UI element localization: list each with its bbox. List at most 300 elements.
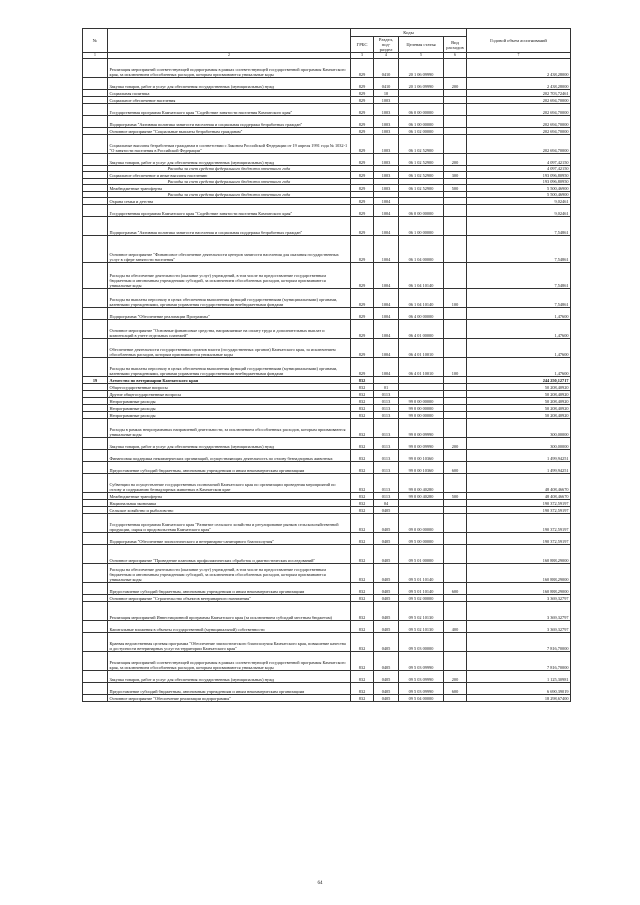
section-code: 0113 — [374, 474, 399, 493]
section-code: 0410 — [374, 78, 399, 90]
section-code: 1003 — [374, 154, 399, 166]
grbs-code: 832 — [351, 595, 374, 602]
grbs-code: 832 — [351, 652, 374, 671]
section-code — [374, 377, 399, 384]
expense-name: Сельское хозяйство и рыболовство — [108, 507, 351, 514]
expense-type: 600 — [444, 583, 467, 595]
table-row — [83, 308, 571, 320]
annual-amount: 1,47600 — [467, 358, 571, 377]
expense-name: Подпрограмма "Обеспечение реализации Программы" — [108, 308, 351, 320]
target-article: 06 4 01 00000 — [399, 320, 444, 339]
table-row — [83, 474, 571, 493]
annual-amount: 7 816,70000 — [467, 652, 571, 671]
expense-name: Предоставление субсидий бюджетным, автономным учреждениям и иным некоммерческим организациям — [108, 683, 351, 695]
annual-amount: 190 372,59197 — [467, 533, 571, 545]
grbs-code: 832 — [351, 507, 374, 514]
expense-name: Охрана семьи и детства — [108, 198, 351, 205]
expense-type — [444, 391, 467, 398]
target-article: 06 1 02 52900 — [399, 172, 444, 179]
expense-name: Финансовая поддержка некоммерческих организаций, осуществляющих деятельность по отлову безнадзорных животных — [108, 450, 351, 462]
target-article: 09 5 01 10140 — [399, 564, 444, 583]
header-no: № — [83, 29, 108, 53]
section-code: 0405 — [374, 652, 399, 671]
expense-name: Национальная экономика — [108, 500, 351, 507]
expense-name: Общегосударственные вопросы — [108, 384, 351, 391]
target-article: 09 5 00 00000 — [399, 533, 444, 545]
grbs-code: 832 — [351, 474, 374, 493]
section-code: 0405 — [374, 602, 399, 621]
expense-name: Социальная политика — [108, 90, 351, 97]
row-number — [83, 90, 108, 97]
expense-type — [444, 339, 467, 358]
table-row — [83, 514, 571, 533]
target-article: 09 5 01 10140 — [399, 583, 444, 595]
table-row — [83, 583, 571, 595]
table-row — [83, 116, 571, 128]
target-article: 99 0 00 00000 — [399, 405, 444, 412]
annual-amount: 9,02461 — [467, 205, 571, 217]
table-row — [83, 405, 571, 412]
row-number — [83, 198, 108, 205]
expense-name: Реализация мероприятий соответствующей подпрограммы в рамках соответствующей государственной программы Камчатского края, за исключением обособленных расходов, которым присваиваются уникальные коды — [108, 59, 351, 78]
section-code: 1003 — [374, 104, 399, 116]
annual-amount: 50 208,40920 — [467, 384, 571, 391]
header-vid: Вид расходов — [444, 37, 467, 53]
grbs-code: 829 — [351, 185, 374, 192]
expense-type — [444, 652, 467, 671]
section-code: 1003 — [374, 97, 399, 104]
table-row — [83, 671, 571, 683]
grbs-code: 829 — [351, 154, 374, 166]
section-code: 0405 — [374, 533, 399, 545]
row-number — [83, 474, 108, 493]
table-row — [83, 78, 571, 90]
expense-type — [444, 59, 467, 78]
section-code: 1004 — [374, 205, 399, 217]
grbs-code: 832 — [351, 412, 374, 419]
grbs-code: 832 — [351, 405, 374, 412]
annual-amount: 50 208,40920 — [467, 391, 571, 398]
row-number — [83, 633, 108, 652]
target-article: 06 1 02 52900 — [399, 154, 444, 166]
table-row — [83, 377, 571, 384]
annual-amount: 4 097,42150 — [467, 166, 571, 172]
target-article: 20 1 06 09990 — [399, 78, 444, 90]
expense-name: Капитальные вложения в объекты государственной (муниципальной) собственности — [108, 621, 351, 633]
row-number — [83, 172, 108, 179]
annual-amount: 202 694,70000 — [467, 135, 571, 154]
header-section: Раздел, под-раздел — [374, 37, 399, 53]
annual-amount: 48 408,46670 — [467, 493, 571, 500]
grbs-code: 829 — [351, 263, 374, 289]
expense-name: Межбюджетные трансферты — [108, 185, 351, 192]
section-code: 0405 — [374, 545, 399, 564]
section-code: 1003 — [374, 128, 399, 135]
row-number — [83, 419, 108, 438]
expense-name: Основное мероприятие "Обеспечение реализации подпрограммы" — [108, 695, 351, 702]
target-article: 09 5 03 09990 — [399, 683, 444, 695]
expense-name: Основное мероприятие "Строительство объектов ветеринарного назначения" — [108, 595, 351, 602]
table-row — [83, 263, 571, 289]
grbs-code: 829 — [351, 59, 374, 78]
expense-type: 200 — [444, 78, 467, 90]
expense-type: 200 — [444, 154, 467, 166]
annual-amount: 50 208,40920 — [467, 412, 571, 419]
expense-type — [444, 236, 467, 263]
expense-type: 200 — [444, 438, 467, 450]
annual-amount: 1 499,94251 — [467, 450, 571, 462]
table-row — [83, 320, 571, 339]
table-row — [83, 621, 571, 633]
expense-name: Непрограммные расходы — [108, 412, 351, 419]
section-code: 1004 — [374, 236, 399, 263]
expense-name: Расходы на выплаты персоналу в целях обеспечения выполнения функций государственными (муниципальными) органами, казенными учреждениями, органами управления государственными внебюджетными фондами — [108, 289, 351, 308]
row-number — [83, 78, 108, 90]
row-number — [83, 602, 108, 621]
grbs-code: 832 — [351, 633, 374, 652]
target-article: 06 1 04 00000 — [399, 236, 444, 263]
row-number — [83, 236, 108, 263]
target-article: 09 5 02 10130 — [399, 602, 444, 621]
expense-type — [444, 564, 467, 583]
grbs-code: 832 — [351, 545, 374, 564]
section-code: 1004 — [374, 358, 399, 377]
expense-type — [444, 450, 467, 462]
expense-type: 100 — [444, 358, 467, 377]
grbs-code: 829 — [351, 339, 374, 358]
annual-amount: 9,02461 — [467, 198, 571, 205]
annual-amount: 300,00000 — [467, 438, 571, 450]
table-row — [83, 419, 571, 438]
target-article: 99 0 00 00000 — [399, 398, 444, 405]
table-row — [83, 545, 571, 564]
table-row — [83, 104, 571, 116]
row-number — [83, 412, 108, 419]
grbs-code: 832 — [351, 671, 374, 683]
annual-amount: 160 888,29000 — [467, 545, 571, 564]
target-article: 99 0 00 00000 — [399, 412, 444, 419]
target-article: 06 4 01 10010 — [399, 358, 444, 377]
target-article — [399, 500, 444, 507]
grbs-code: 829 — [351, 90, 374, 97]
section-code: 0405 — [374, 583, 399, 595]
table-row — [83, 289, 571, 308]
expense-type — [444, 135, 467, 154]
row-number — [83, 545, 108, 564]
section-code: 1003 — [374, 116, 399, 128]
section-code: 0113 — [374, 493, 399, 500]
expense-type — [444, 320, 467, 339]
grbs-code: 832 — [351, 583, 374, 595]
expense-name: Подпрограмма "Активная политика занятости населения и социальная поддержка безработных граждан" — [108, 217, 351, 236]
header-name — [108, 29, 351, 53]
grbs-code: 832 — [351, 533, 374, 545]
section-code: 0405 — [374, 695, 399, 702]
expense-name: Закупка товаров, работ и услуг для обеспечения государственных (муниципальных) нужд — [108, 438, 351, 450]
grbs-code: 829 — [351, 217, 374, 236]
expense-name: Другие общегосударственные вопросы — [108, 391, 351, 398]
row-number — [83, 104, 108, 116]
column-number: 4 — [374, 53, 399, 59]
expense-name: Расходы на обеспечение деятельности (оказание услуг) учреждений, в том числе на предоставление государственным бюджетным и автономным учреждениям субсидий, за исключением обособленных расходов, которым присваиваются уникальные коды — [108, 564, 351, 583]
annual-amount: 202 703,72461 — [467, 90, 571, 97]
table-row — [83, 462, 571, 474]
grbs-code: 829 — [351, 320, 374, 339]
target-article: 09 5 03 09990 — [399, 671, 444, 683]
row-number — [83, 128, 108, 135]
grbs-code: 829 — [351, 78, 374, 90]
section-code: 1004 — [374, 289, 399, 308]
section-code: 0113 — [374, 391, 399, 398]
table-row — [83, 602, 571, 621]
expense-name: Основное мероприятие "Финансовое обеспечение деятельности центров занятости населения для оказания государственных услуг в сфере занятости населения" — [108, 236, 351, 263]
expense-name: Основное мероприятие "Социальные выплаты безработным гражданам" — [108, 128, 351, 135]
annual-amount: 2 438,28000 — [467, 59, 571, 78]
table-row — [83, 507, 571, 514]
target-article: 06 1 02 52900 — [399, 135, 444, 154]
section-code: 0405 — [374, 621, 399, 633]
table-row — [83, 391, 571, 398]
table-row — [83, 493, 571, 500]
row-number — [83, 514, 108, 533]
annual-amount: 50 208,40920 — [467, 398, 571, 405]
expense-type — [444, 398, 467, 405]
expense-type — [444, 695, 467, 702]
expense-type — [444, 545, 467, 564]
expense-name: Реализация мероприятий соответствующей подпрограммы в рамках соответствующей государственной программы Камчатского края, за исключением обособленных расходов, которым присваиваются уникальные коды — [108, 652, 351, 671]
column-number: 1 — [83, 53, 108, 59]
section-code: 1004 — [374, 217, 399, 236]
row-number — [83, 185, 108, 192]
expense-type — [444, 500, 467, 507]
target-article — [399, 198, 444, 205]
row-number — [83, 339, 108, 358]
row-number — [83, 205, 108, 217]
annual-amount: 3 369,32797 — [467, 595, 571, 602]
expense-name: Закупка товаров, работ и услуг для обеспечения государственных (муниципальных) нужд — [108, 78, 351, 90]
row-number — [83, 384, 108, 391]
target-article: 99 0 00 09990 — [399, 419, 444, 438]
target-article — [399, 384, 444, 391]
target-article: 09 5 03 09990 — [399, 652, 444, 671]
table-row — [83, 135, 571, 154]
annual-amount: 18 298,67400 — [467, 695, 571, 702]
table-row — [83, 217, 571, 236]
annual-amount: 190 372,59197 — [467, 500, 571, 507]
expense-type: 300 — [444, 172, 467, 179]
row-number — [83, 595, 108, 602]
section-code: 0405 — [374, 564, 399, 583]
annual-amount: 1 499,94251 — [467, 462, 571, 474]
expense-name: Социальное обеспечение населения — [108, 97, 351, 104]
target-article — [399, 377, 444, 384]
annual-amount: 3 369,32797 — [467, 602, 571, 621]
expense-type — [444, 90, 467, 97]
table-row — [83, 358, 571, 377]
row-number — [83, 116, 108, 128]
expense-type — [444, 507, 467, 514]
row-number — [83, 135, 108, 154]
grbs-code: 832 — [351, 602, 374, 621]
annual-amount: 7,54861 — [467, 236, 571, 263]
target-article: 99 0 00 40280 — [399, 474, 444, 493]
row-number — [83, 583, 108, 595]
column-number: 5 — [399, 53, 444, 59]
section-code: 0405 — [374, 595, 399, 602]
table-row — [83, 97, 571, 104]
row-number — [83, 507, 108, 514]
table-row — [83, 236, 571, 263]
section-code: 0113 — [374, 405, 399, 412]
expense-name: Социальные выплаты безработным гражданам в соответствии с Законом Российской Федерации от 19 апреля 1991 года № 1032-1 "О занятости населения в Российской Федерации" — [108, 135, 351, 154]
expense-type — [444, 308, 467, 320]
annual-amount: 160 888,29000 — [467, 564, 571, 583]
page-number: 64 — [317, 881, 323, 886]
expense-name: Закупка товаров, работ и услуг для обеспечения государственных (муниципальных) нужд — [108, 154, 351, 166]
section-code: 0405 — [374, 633, 399, 652]
row-number — [83, 621, 108, 633]
section-code: 0113 — [374, 462, 399, 474]
grbs-code: 832 — [351, 391, 374, 398]
expense-type: 600 — [444, 683, 467, 695]
row-number — [83, 683, 108, 695]
section-code: 1004 — [374, 198, 399, 205]
row-number — [83, 500, 108, 507]
section-code: 0113 — [374, 450, 399, 462]
expense-name: Расходы на выплаты персоналу в целях обеспечения выполнения функций государственными (муниципальными) органами, казенными учреждениями, органами управления государственными внебюджетными фондами — [108, 358, 351, 377]
annual-amount: 190 372,59197 — [467, 507, 571, 514]
expense-name: Расходы в рамках непрограммных направлений деятельности, за исключением обособленных расходов, которым присваиваются уникальные коды — [108, 419, 351, 438]
grbs-code: 829 — [351, 205, 374, 217]
expense-type: 500 — [444, 493, 467, 500]
section-code: 04 — [374, 500, 399, 507]
annual-amount: 48 408,46670 — [467, 474, 571, 493]
header-annual: Годовой объем ассигнований — [467, 29, 571, 53]
table-row — [83, 154, 571, 166]
target-article — [399, 90, 444, 97]
section-code: 1003 — [374, 185, 399, 192]
grbs-code: 829 — [351, 97, 374, 104]
table-row — [83, 198, 571, 205]
section-code: 1004 — [374, 339, 399, 358]
section-code: 0405 — [374, 683, 399, 695]
expense-type — [444, 419, 467, 438]
grbs-code: 829 — [351, 104, 374, 116]
grbs-code: 832 — [351, 683, 374, 695]
annual-amount: 50 208,40920 — [467, 405, 571, 412]
annual-amount: 300,00000 — [467, 419, 571, 438]
expense-type — [444, 263, 467, 289]
annual-amount: 7,54861 — [467, 217, 571, 236]
annual-amount: 202 694,70000 — [467, 104, 571, 116]
annual-amount: 1 125,30981 — [467, 671, 571, 683]
table-row — [83, 500, 571, 507]
expense-type — [444, 405, 467, 412]
table-row — [83, 339, 571, 358]
section-code: 1004 — [374, 320, 399, 339]
expense-type — [444, 412, 467, 419]
expense-name: Подпрограмма "Активная политика занятости населения и социальная поддержка безработных граждан" — [108, 116, 351, 128]
target-article: 09 0 00 00000 — [399, 514, 444, 533]
row-number: 19 — [83, 377, 108, 384]
target-article: 99 0 00 40280 — [399, 493, 444, 500]
column-number: 7 — [467, 53, 571, 59]
section-code: 0405 — [374, 514, 399, 533]
target-article: 09 5 02 00000 — [399, 595, 444, 602]
target-article — [399, 391, 444, 398]
target-article: 99 0 00 10360 — [399, 450, 444, 462]
annual-amount: 7,54861 — [467, 263, 571, 289]
expense-type — [444, 104, 467, 116]
annual-amount: 160 888,29000 — [467, 583, 571, 595]
row-number — [83, 358, 108, 377]
annual-amount: 1,47600 — [467, 339, 571, 358]
section-code: 1004 — [374, 308, 399, 320]
section-code: 1004 — [374, 263, 399, 289]
annual-amount: 202 694,70000 — [467, 116, 571, 128]
annual-amount: 7 816,70000 — [467, 633, 571, 652]
annual-amount: 202 694,70000 — [467, 128, 571, 135]
expense-type — [444, 97, 467, 104]
grbs-code: 832 — [351, 384, 374, 391]
grbs-code: 829 — [351, 116, 374, 128]
header-grbs: ГРБС — [351, 37, 374, 53]
grbs-code: 829 — [351, 172, 374, 179]
expense-name: Расходы за счет средств федерального бюджета отчетного года — [108, 179, 351, 185]
expense-type — [444, 474, 467, 493]
expense-name: Непрограммные расходы — [108, 398, 351, 405]
expense-name: Обеспечение деятельности государственных органов власти (государственных органов) Камчатского края, за исключением обособленных расходов, которым присваиваются уникальные коды — [108, 339, 351, 358]
grbs-code: 832 — [351, 419, 374, 438]
row-number — [83, 405, 108, 412]
table-body — [83, 59, 571, 702]
grbs-code: 829 — [351, 198, 374, 205]
expense-name: Межбюджетные трансферты — [108, 493, 351, 500]
annual-amount: 1,47600 — [467, 308, 571, 320]
target-article: 06 1 00 00000 — [399, 217, 444, 236]
annual-amount: 244 250,12717 — [467, 377, 571, 384]
expense-name: Реализация мероприятий Инвестиционной программы Камчатского края (за исключением субсидий местным бюджетам) — [108, 602, 351, 621]
grbs-code: 832 — [351, 514, 374, 533]
row-number — [83, 438, 108, 450]
expense-name: Субвенции на осуществление государственных полномочий Камчатского края по организации проведения мероприятий по отлову и содержанию безнадзорных животных в Камчатском крае — [108, 474, 351, 493]
target-article — [399, 97, 444, 104]
column-number: 2 — [108, 53, 351, 59]
row-number — [83, 533, 108, 545]
row-number — [83, 263, 108, 289]
row-number — [83, 493, 108, 500]
table-row — [83, 172, 571, 179]
expense-type: 100 — [444, 289, 467, 308]
target-article: 09 5 01 00000 — [399, 545, 444, 564]
grbs-code: 832 — [351, 398, 374, 405]
table-row — [83, 412, 571, 419]
section-code: 1003 — [374, 172, 399, 179]
expense-name: Подпрограмма "Обеспечение эпизоотического и ветеринарно-санитарного благополучия" — [108, 533, 351, 545]
expense-name: Предоставление субсидий бюджетным, автономным учреждениям и иным некоммерческим организациям — [108, 462, 351, 474]
row-number — [83, 462, 108, 474]
grbs-code: 829 — [351, 289, 374, 308]
row-number — [83, 97, 108, 104]
section-code: 10 — [374, 90, 399, 97]
expense-type: 400 — [444, 621, 467, 633]
section-code: 0113 — [374, 419, 399, 438]
expense-type — [444, 633, 467, 652]
expense-type — [444, 116, 467, 128]
expense-name: Государственная программа Камчатского края "Содействие занятости населения Камчатского края" — [108, 205, 351, 217]
expense-type — [444, 198, 467, 205]
table-row — [83, 695, 571, 702]
